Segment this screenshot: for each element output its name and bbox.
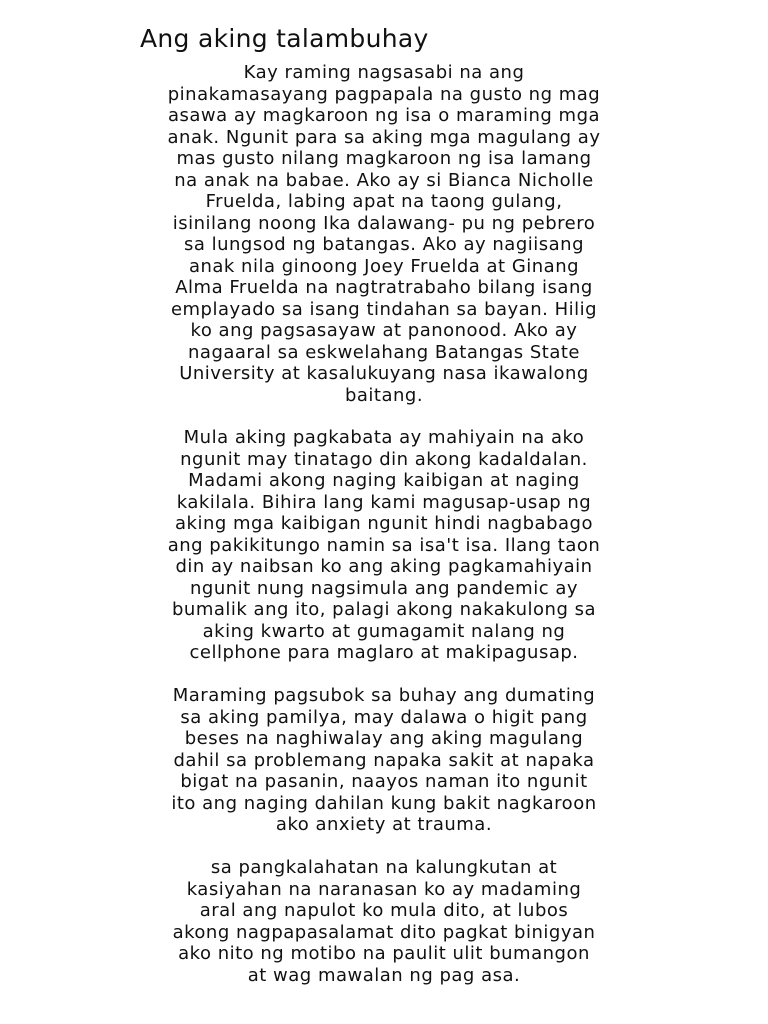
text-line: sa aking pamilya, may dalawa o higit pang (180, 706, 588, 728)
text-line: baitang. (344, 384, 424, 406)
text-line: kasiyahan na naranasan ko ay madaming (186, 878, 582, 900)
text-line: bumalik ang ito, palagi akong nakakulong sa (172, 599, 596, 620)
text-line: Fruelda, labing apat na taong gulang, (205, 191, 563, 212)
text-line: anak. Ngunit para sa aking mga magulang ay (167, 126, 601, 148)
text-line: aral ang napulot ko mula dito, at lubos (199, 900, 569, 921)
text-line: mas gusto nilang magkaroon ng isa lamang (176, 148, 592, 169)
text-line: sa lungsod ng batangas. Ako ay nagiisang (183, 234, 585, 255)
text-line: dahil sa problemang napaka sakit at napaka (173, 749, 595, 771)
text-line: kakilala. Bihira lang kami magusap-usap ng (176, 491, 592, 513)
text-line: ngunit nung nagsimula ang pandemic ay (189, 577, 579, 599)
text-line: asawa ay magkaroon ng isa o maraming mga (167, 105, 601, 126)
text-line: bigat na pasanin, naayos naman ito ngunit (180, 771, 588, 792)
text-line: cellphone para maglaro at makipagusap. (189, 642, 579, 663)
text-line: Mula aking pagkabata ay mahiyain na ako (183, 427, 585, 448)
text-line: anak nila ginoong Joey Fruelda at Ginang (188, 255, 580, 277)
text-line: pinakamasayang pagpapala na gusto ng mag (167, 83, 601, 105)
text-line: ito ang naging dahilan kung bakit nagkaroon (171, 792, 597, 814)
text-line: at wag mawalan ng pag asa. (247, 964, 521, 986)
text-line: din ay naibsan ko ang aking pagkamahiyain (175, 556, 593, 577)
text-line: Alma Fruelda na nagtratrabaho bilang isang (175, 277, 593, 298)
paragraph-4 (40, 857, 728, 986)
text-line: Maraming pagsubok sa buhay ang dumating (172, 685, 596, 706)
text-line: University at kasalukuyang nasa ikawalong (179, 363, 589, 384)
paragraph-1 (40, 62, 728, 406)
text-line: akong nagpapasalamat dito pagkat binigyan (172, 921, 596, 943)
text-line: emplayado sa isang tindahan sa bayan. Hilig (170, 298, 598, 320)
text-line: beses na naghiwalay ang aking magulang (184, 728, 584, 749)
text-line: ko ang pagsasayaw at panonood. Ako ay (190, 320, 578, 341)
paragraph-3 (40, 685, 728, 836)
text-line: isinilang noong Ika dalawang- pu ng pebrero (172, 212, 596, 234)
text-line: ngunit may tinatago din akong kadaldalan. (180, 448, 588, 470)
text-line: aking mga kaibigan ngunit hindi nagbabago (175, 513, 593, 534)
text-line: nagaaral sa eskwelahang Batangas State (188, 341, 580, 363)
text-line: sa pangkalahatan na kalungkutan at (210, 857, 558, 878)
text-line: aking kwarto at gumagamit nalang ng (202, 620, 566, 642)
paragraph-2 (40, 427, 728, 664)
document-title: Ang aking talambuhay (140, 24, 429, 53)
text-line: ako nito ng motibo na paulit ulit bumangon (178, 943, 590, 964)
text-line: ako anxiety at trauma. (275, 814, 493, 835)
text-line: Kay raming nagsasabi na ang (243, 62, 525, 83)
text-line: ang pakikitungo namin sa isa't isa. Ilang taon (167, 534, 601, 556)
text-line: Madami akong naging kaibigan at naging (188, 470, 580, 491)
text-line: na anak na babae. Ako ay si Bianca Nicholle (174, 169, 594, 191)
